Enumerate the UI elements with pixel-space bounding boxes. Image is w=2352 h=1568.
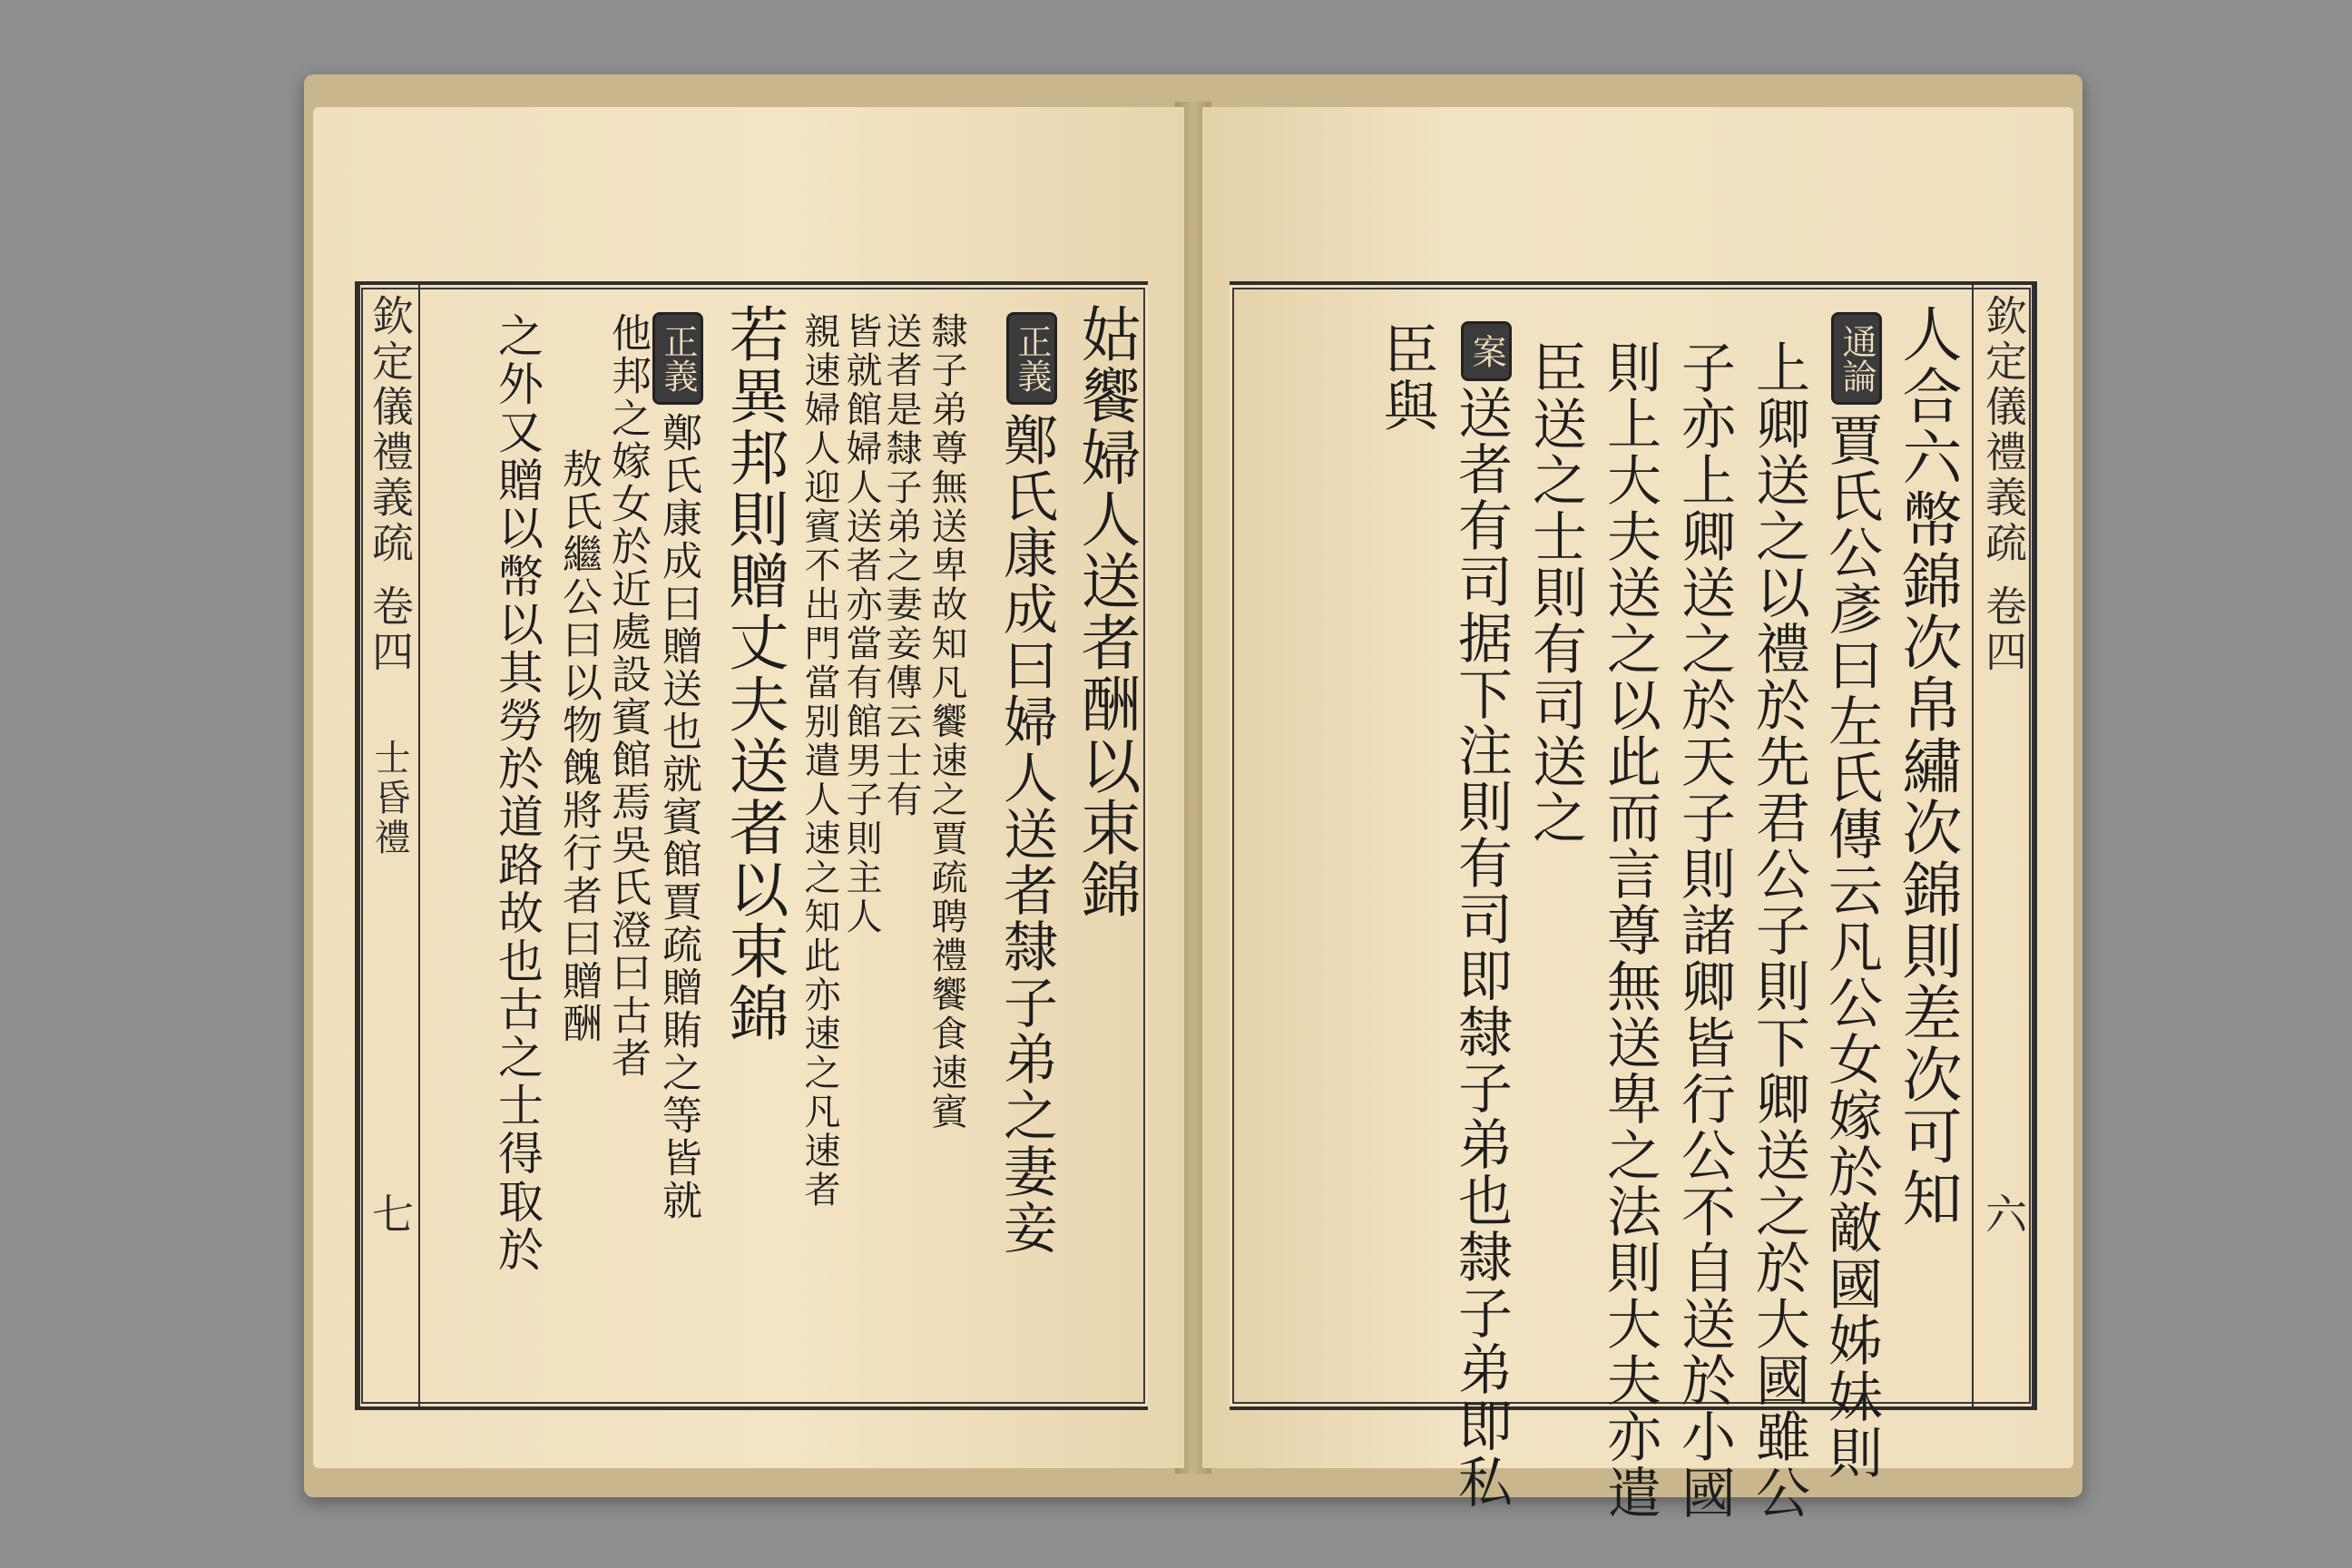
zhengyi-seal: 正義 — [652, 312, 703, 405]
commentary-col: 送者有司据下注則有司即隸子弟也隸子弟即私 — [1449, 385, 1513, 1510]
commentary-col: 他邦之嫁女於近處設賓館焉吳氏澄曰古者 — [604, 312, 651, 1080]
main-text-col: 若異邦則贈丈夫送者以束錦 — [719, 303, 789, 1044]
left-page-border — [355, 281, 1148, 1410]
commentary-col: 之外又贈以幣以其勞於道路故也古之士得取於 — [491, 312, 544, 1274]
commentary-col: 皆就館婦人送者亦當有館男子則主人 — [840, 312, 882, 936]
commentary-col: 親速婦人迎賓不出門當别遣人速之知此亦速之凡速者 — [799, 312, 840, 1210]
commentary-col: 鄭氏康成曰贈送也就賓館賈疏贈賄之等皆就 — [655, 412, 701, 1222]
commentary-col: 上卿送之以禮於先君公子則下卿送之於大國雖公 — [1747, 339, 1810, 1521]
left-heart-juan: 卷四 — [366, 584, 415, 675]
commentary-col: 賈氏公彥曰左氏傳云凡公女嫁於敵國姊妹則 — [1819, 412, 1883, 1481]
right-page-border — [1230, 281, 2037, 1521]
open-book — [304, 74, 2082, 1521]
commentary-col: 鄭氏康成曰婦人送者隸子弟之妻妾 — [995, 412, 1058, 1256]
an-seal: 案 — [1461, 321, 1512, 381]
commentary-col: 臣送之士則有司送之 — [1524, 339, 1587, 846]
right-page-fold-margin — [1972, 285, 2034, 1406]
tonglun-seal: 通論 — [1831, 312, 1882, 405]
right-heart-juan: 卷四 — [1979, 584, 2028, 675]
commentary-col: 臣與 — [1375, 321, 1438, 434]
right-heart-folio: 六 — [1979, 1192, 2028, 1238]
right-page — [1202, 107, 2073, 1521]
commentary-col: 隸子弟尊無送卑故知凡饗速之賈疏聘禮饗食速賓 — [926, 312, 967, 1132]
right-heart-title: 欽定儀禮義疏 — [1979, 294, 2028, 566]
left-page — [313, 107, 1184, 1468]
commentary-col: 子亦上卿送之於天子則諸卿皆行公不自送於小國 — [1672, 339, 1736, 1521]
commentary-col: 送者是隸子弟之妻妾傳云士有 — [880, 312, 922, 819]
left-page-fold-margin — [358, 285, 420, 1406]
main-text-col: 姑饗婦人送者酬以束錦 — [1071, 303, 1141, 920]
commentary-col: 人合六幣錦次帛繡次錦則差次可知 — [1892, 303, 1962, 1229]
zhengyi-seal: 正義 — [1006, 312, 1057, 405]
left-heart-folio: 七 — [366, 1192, 415, 1238]
left-heart-title: 欽定儀禮義疏 — [366, 294, 415, 566]
commentary-col: 則上大夫送之以此而言尊無送卑之法則大夫亦遣 — [1598, 339, 1661, 1521]
commentary-col: 敖氏繼公曰以物餽將行者曰贈酬 — [555, 448, 602, 1045]
left-heart-chapter: 士昏禮 — [368, 739, 410, 858]
